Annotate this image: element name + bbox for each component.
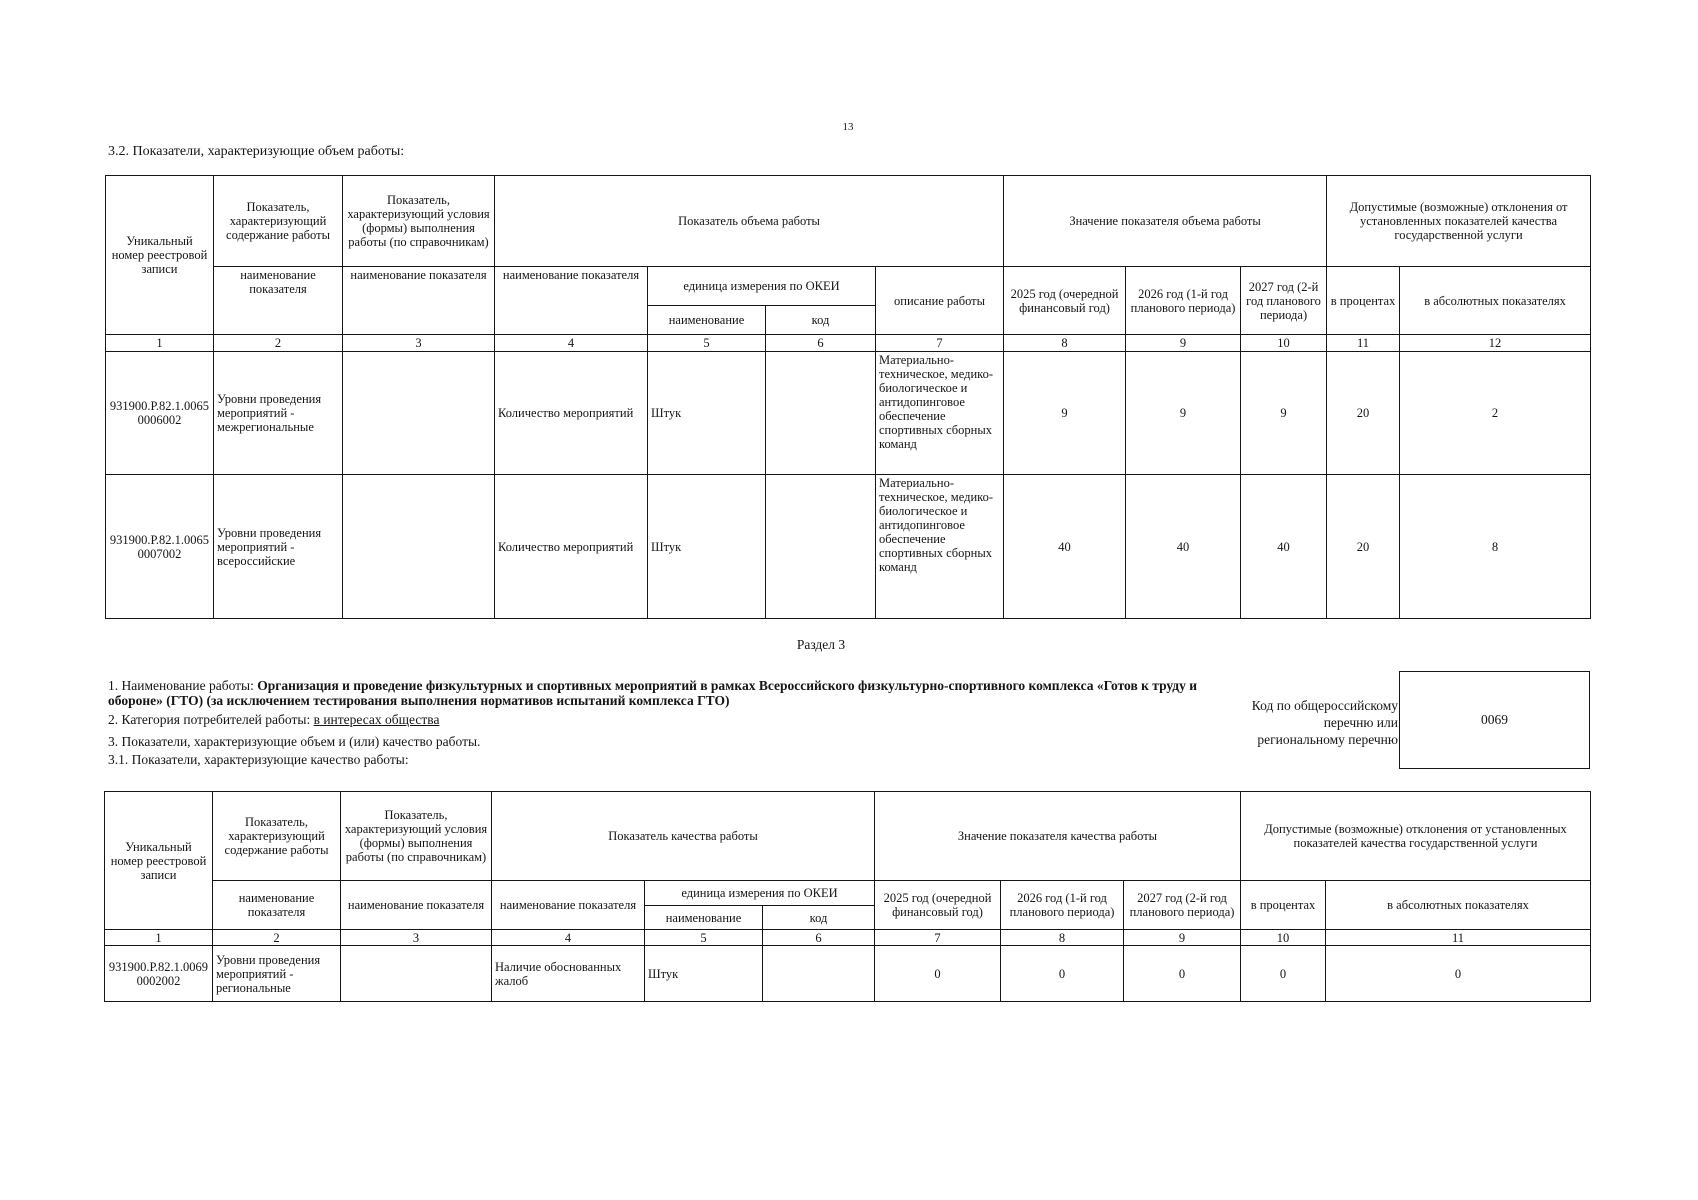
header-year-2026: 2026 год (1-й год планового периода) — [1001, 881, 1124, 930]
year-2025-cell: 0 — [875, 946, 1001, 1002]
registry-number-cell: 931900.Р.82.1.0069 0002002 — [105, 946, 213, 1002]
registry-code-label: Код по общероссийскому перечню или региональному перечню — [1251, 698, 1398, 747]
absolute-cell: 0 — [1326, 946, 1591, 1002]
description-cell: Материально-техническое, медико-биологическое и антидопинговое обеспечение спортивных сборных команд — [876, 475, 1004, 619]
section-heading: Раздел 3 — [796, 637, 846, 652]
work-name-label: 1. Наименование работы: — [108, 678, 254, 693]
year-2025-cell: 40 — [1004, 475, 1126, 619]
header-quality-indicator: Показатель качества работы — [492, 792, 875, 881]
unit-name-cell: Штук — [648, 352, 766, 475]
header-content-indicator: Показатель, характеризующий содержание работы — [213, 792, 341, 881]
column-number: 3 — [343, 335, 495, 352]
registry-code-box — [1399, 671, 1590, 769]
header-content-name: наименование показателя — [214, 267, 343, 335]
column-number: 4 — [492, 930, 645, 946]
table-row — [106, 352, 1591, 475]
volume-indicators-table — [105, 175, 1591, 619]
year-2027-cell: 0 — [1124, 946, 1241, 1002]
column-number: 4 — [495, 335, 648, 352]
registry-number-cell: 931900.Р.82.1.0065 0006002 — [106, 352, 214, 475]
header-volume-indicator: Показатель объема работы — [495, 176, 1004, 267]
indicator-cell: Наличие обоснованных жалоб — [492, 946, 645, 1002]
header-absolute: в абсолютных показателях — [1326, 881, 1591, 930]
column-number: 7 — [876, 335, 1004, 352]
column-number: 2 — [213, 930, 341, 946]
year-2027-cell: 9 — [1241, 352, 1327, 475]
header-percent: в процентах — [1327, 267, 1400, 335]
header-content-name: наименование показателя — [213, 881, 341, 930]
table-row — [105, 946, 1591, 1002]
header-unit-okei: единица измерения по ОКЕИ — [645, 881, 875, 906]
header-unit-name: наименование — [648, 306, 766, 335]
consumer-category-value: в интересах общества — [313, 712, 440, 727]
conditions-cell — [343, 352, 495, 475]
header-conditions-name: наименование показателя — [341, 881, 492, 930]
page-number: 13 — [842, 121, 854, 133]
table-row — [106, 475, 1591, 619]
unit-name-cell: Штук — [648, 475, 766, 619]
header-conditions-indicator: Показатель, характеризующий условия (формы) выполнения работы (по справочникам) — [343, 176, 495, 267]
column-number: 6 — [766, 335, 876, 352]
header-year-2025: 2025 год (очередной финансовый год) — [875, 881, 1001, 930]
unit-code-cell — [766, 475, 876, 619]
header-volume-value: Значение показателя объема работы — [1004, 176, 1327, 267]
column-numbers-row — [105, 930, 1591, 946]
header-registry-number: Уникальный номер реестровой записи — [105, 792, 213, 930]
percent-cell: 20 — [1327, 352, 1400, 475]
header-conditions-indicator: Показатель, характеризующий условия (формы) выполнения работы (по справочникам) — [341, 792, 492, 881]
header-registry-number: Уникальный номер реестровой записи — [106, 176, 214, 335]
column-number: 10 — [1241, 335, 1327, 352]
unit-code-cell — [763, 946, 875, 1002]
column-number: 7 — [875, 930, 1001, 946]
year-2026-cell: 9 — [1126, 352, 1241, 475]
work-name-paragraph — [108, 678, 1248, 708]
percent-cell: 20 — [1327, 475, 1400, 619]
work-name-value: Организация и проведение физкультурных и спортивных мероприятий в рамках Всероссийского физкультурно-спортивного комплекса «Готов к труду и обороне» (ГТО) (за исключением тестирования выполнения нормативов испытаний комплекса ГТО) — [108, 678, 1198, 708]
volume-section-title: 3.2. Показатели, характеризующие объем работы: — [108, 144, 405, 159]
conditions-cell — [341, 946, 492, 1002]
header-year-2027: 2027 год (2-й год планового периода) — [1241, 267, 1327, 335]
header-allowed-deviation: Допустимые (возможные) отклонения от установленных показателей качества государственной услуги — [1241, 792, 1591, 881]
column-number: 6 — [763, 930, 875, 946]
indicators-heading: 3. Показатели, характеризующие объем и (или) качество работы. — [108, 734, 481, 749]
column-number: 9 — [1126, 335, 1241, 352]
header-allowed-deviation: Допустимые (возможные) отклонения от установленных показателей качества государственной услуги — [1327, 176, 1591, 267]
column-number: 5 — [648, 335, 766, 352]
indicator-cell: Количество мероприятий — [495, 475, 648, 619]
header-indicator-name: наименование показателя — [495, 267, 648, 335]
column-number: 3 — [341, 930, 492, 946]
column-number: 10 — [1241, 930, 1326, 946]
unit-code-cell — [766, 352, 876, 475]
absolute-cell: 8 — [1400, 475, 1591, 619]
content-cell: Уровни проведения мероприятий - всероссийские — [214, 475, 343, 619]
registry-number-cell: 931900.Р.82.1.0065 0007002 — [106, 475, 214, 619]
header-unit-name: наименование — [645, 906, 763, 930]
header-percent: в процентах — [1241, 881, 1326, 930]
content-cell: Уровни проведения мероприятий - региональные — [213, 946, 341, 1002]
absolute-cell: 2 — [1400, 352, 1591, 475]
header-unit-code: код — [766, 306, 876, 335]
description-cell: Материально-техническое, медико-биологическое и антидопинговое обеспечение спортивных сборных команд — [876, 352, 1004, 475]
quality-section-title: 3.1. Показатели, характеризующие качество работы: — [108, 752, 409, 767]
header-year-2025: 2025 год (очередной финансовый год) — [1004, 267, 1126, 335]
conditions-cell — [343, 475, 495, 619]
column-number: 5 — [645, 930, 763, 946]
consumer-category-line — [108, 712, 439, 727]
header-year-2026: 2026 год (1-й год планового периода) — [1126, 267, 1241, 335]
percent-cell: 0 — [1241, 946, 1326, 1002]
column-number: 11 — [1327, 335, 1400, 352]
column-number: 8 — [1001, 930, 1124, 946]
content-cell: Уровни проведения мероприятий - межрегиональные — [214, 352, 343, 475]
header-unit-okei: единица измерения по ОКЕИ — [648, 267, 876, 306]
column-number: 1 — [105, 930, 213, 946]
year-2027-cell: 40 — [1241, 475, 1327, 619]
year-2025-cell: 9 — [1004, 352, 1126, 475]
header-unit-code: код — [763, 906, 875, 930]
header-work-description: описание работы — [876, 267, 1004, 335]
column-number: 1 — [106, 335, 214, 352]
column-numbers-row — [106, 335, 1591, 352]
consumer-category-label: 2. Категория потребителей работы: — [108, 712, 311, 727]
quality-indicators-table — [104, 791, 1591, 1002]
header-content-indicator: Показатель, характеризующий содержание работы — [214, 176, 343, 267]
column-number: 2 — [214, 335, 343, 352]
column-number: 12 — [1400, 335, 1591, 352]
indicator-cell: Количество мероприятий — [495, 352, 648, 475]
header-indicator-name: наименование показателя — [492, 881, 645, 930]
column-number: 11 — [1326, 930, 1591, 946]
header-quality-value: Значение показателя качества работы — [875, 792, 1241, 881]
unit-name-cell: Штук — [645, 946, 763, 1002]
year-2026-cell: 0 — [1001, 946, 1124, 1002]
header-conditions-name: наименование показателя — [343, 267, 495, 335]
column-number: 9 — [1124, 930, 1241, 946]
year-2026-cell: 40 — [1126, 475, 1241, 619]
header-absolute: в абсолютных показателях — [1400, 267, 1591, 335]
column-number: 8 — [1004, 335, 1126, 352]
registry-code-value: 0069 — [1481, 712, 1508, 727]
header-year-2027: 2027 год (2-й год планового периода) — [1124, 881, 1241, 930]
